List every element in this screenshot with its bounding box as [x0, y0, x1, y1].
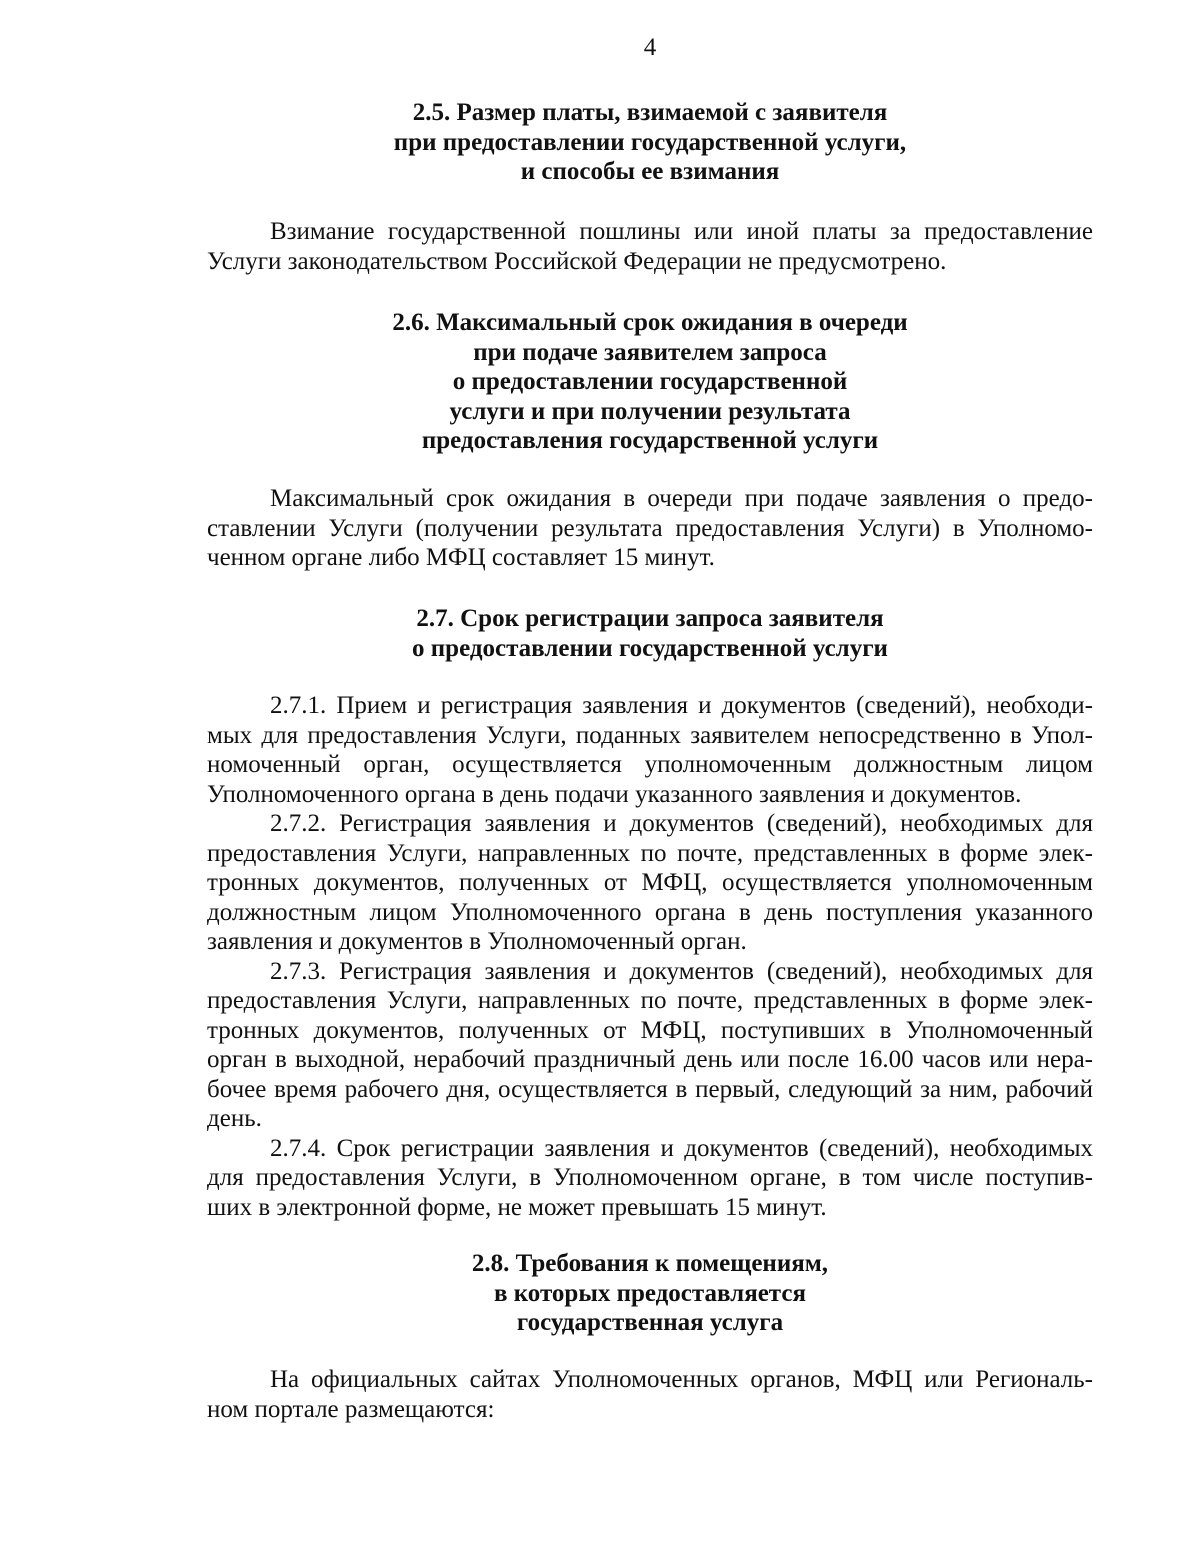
section-2-7-heading: [205, 604, 1095, 663]
heading-line: 2.6. Максимальный срок ожидания в очереди: [392, 309, 908, 336]
text-line: Услуги законодательством Российской Федерации не предусмотрено.: [207, 247, 947, 275]
heading-line: при предоставлении государственной услуги,: [393, 128, 907, 156]
text-line: 2.7.4. Срок регистрации заявления и документов (сведений), необходимых: [270, 1134, 1093, 1162]
text-line: для предоставления Услуги, в Уполномоченном органе, в том числе поступив-: [207, 1164, 1093, 1191]
heading-line: о предоставлении государственной: [452, 368, 848, 395]
text-line: бочее время рабочего дня, осуществляется в первый, следующий за ним, рабочий: [207, 1075, 1093, 1103]
section-2-6-paragraph: [207, 484, 1093, 573]
text-line: ставлении Услуги (получении результата предоставления Услуги) в Уполномо-: [207, 514, 1093, 542]
text-line: На официальных сайтах Уполномоченных органов, МФЦ или Региональ-: [270, 1366, 1093, 1393]
heading-line: 2.5. Размер платы, взимаемой с заявителя: [412, 99, 888, 126]
text-line: Максимальный срок ожидания в очереди при подаче заявления о предо-: [270, 485, 1093, 512]
text-line: ном портале размещаются:: [207, 1395, 495, 1423]
text-line: должностным лицом Уполномоченного органа в день поступления указанного: [207, 898, 1093, 926]
text-line: номоченный орган, осуществляется уполномоченным должностным лицом: [207, 751, 1093, 778]
text-line: тронных документов, полученных от МФЦ, поступивших в Уполномоченный: [207, 1016, 1093, 1044]
heading-line: услуги и при получении результата: [449, 397, 851, 425]
heading-line: предоставления государственной услуги: [421, 427, 879, 454]
heading-line: в которых предоставляется: [493, 1279, 807, 1307]
text-line: Взимание государственной пошлины или иной платы за предоставление: [270, 218, 1093, 245]
heading-line: 2.7. Срок регистрации запроса заявителя: [416, 605, 884, 632]
text-line: орган в выходной, нерабочий праздничный день или после 16.00 часов или нера-: [207, 1046, 1093, 1073]
text-line: день.: [207, 1105, 262, 1132]
text-line: Уполномоченного органа в день подачи указанного заявления и документов.: [207, 780, 1022, 808]
heading-line: и способы ее взимания: [520, 158, 780, 185]
text-line: предоставления Услуги, направленных по почте, представленных в форме элек-: [207, 839, 1093, 867]
text-line: мых для предоставления Услуги, поданных заявителем непосредственно в Упол-: [207, 721, 1093, 749]
section-2-5-heading: [205, 98, 1095, 187]
text-line: 2.7.2. Регистрация заявления и документов (сведений), необходимых для: [270, 810, 1093, 837]
heading-line: при подаче заявителем запроса: [473, 338, 827, 366]
text-line: ченном органе либо МФЦ составляет 15 минут.: [207, 544, 715, 571]
section-2-7-paragraphs: [207, 691, 1093, 1222]
text-line: тронных документов, полученных от МФЦ, осуществляется уполномоченным: [207, 869, 1093, 896]
text-line: ших в электронной форме, не может превышать 15 минут.: [207, 1193, 827, 1221]
page-number: 4: [643, 34, 657, 61]
text-line: предоставления Услуги, направленных по почте, представленных в форме элек-: [207, 987, 1093, 1014]
section-2-6-heading: [205, 308, 1095, 456]
heading-line: государственная услуга: [516, 1309, 784, 1336]
text-line: 2.7.3. Регистрация заявления и документов (сведений), необходимых для: [270, 957, 1093, 985]
text-line: 2.7.1. Прием и регистрация заявления и документов (сведений), необходи-: [270, 692, 1093, 719]
section-2-8-heading: [205, 1249, 1095, 1338]
heading-line: 2.8. Требования к помещениям,: [471, 1250, 829, 1277]
section-2-5-paragraph: [207, 217, 1093, 276]
text-line: заявления и документов в Уполномоченный орган.: [207, 928, 747, 955]
heading-line: о предоставлении государственной услуги: [412, 634, 888, 662]
section-2-8-paragraph: [207, 1365, 1093, 1424]
